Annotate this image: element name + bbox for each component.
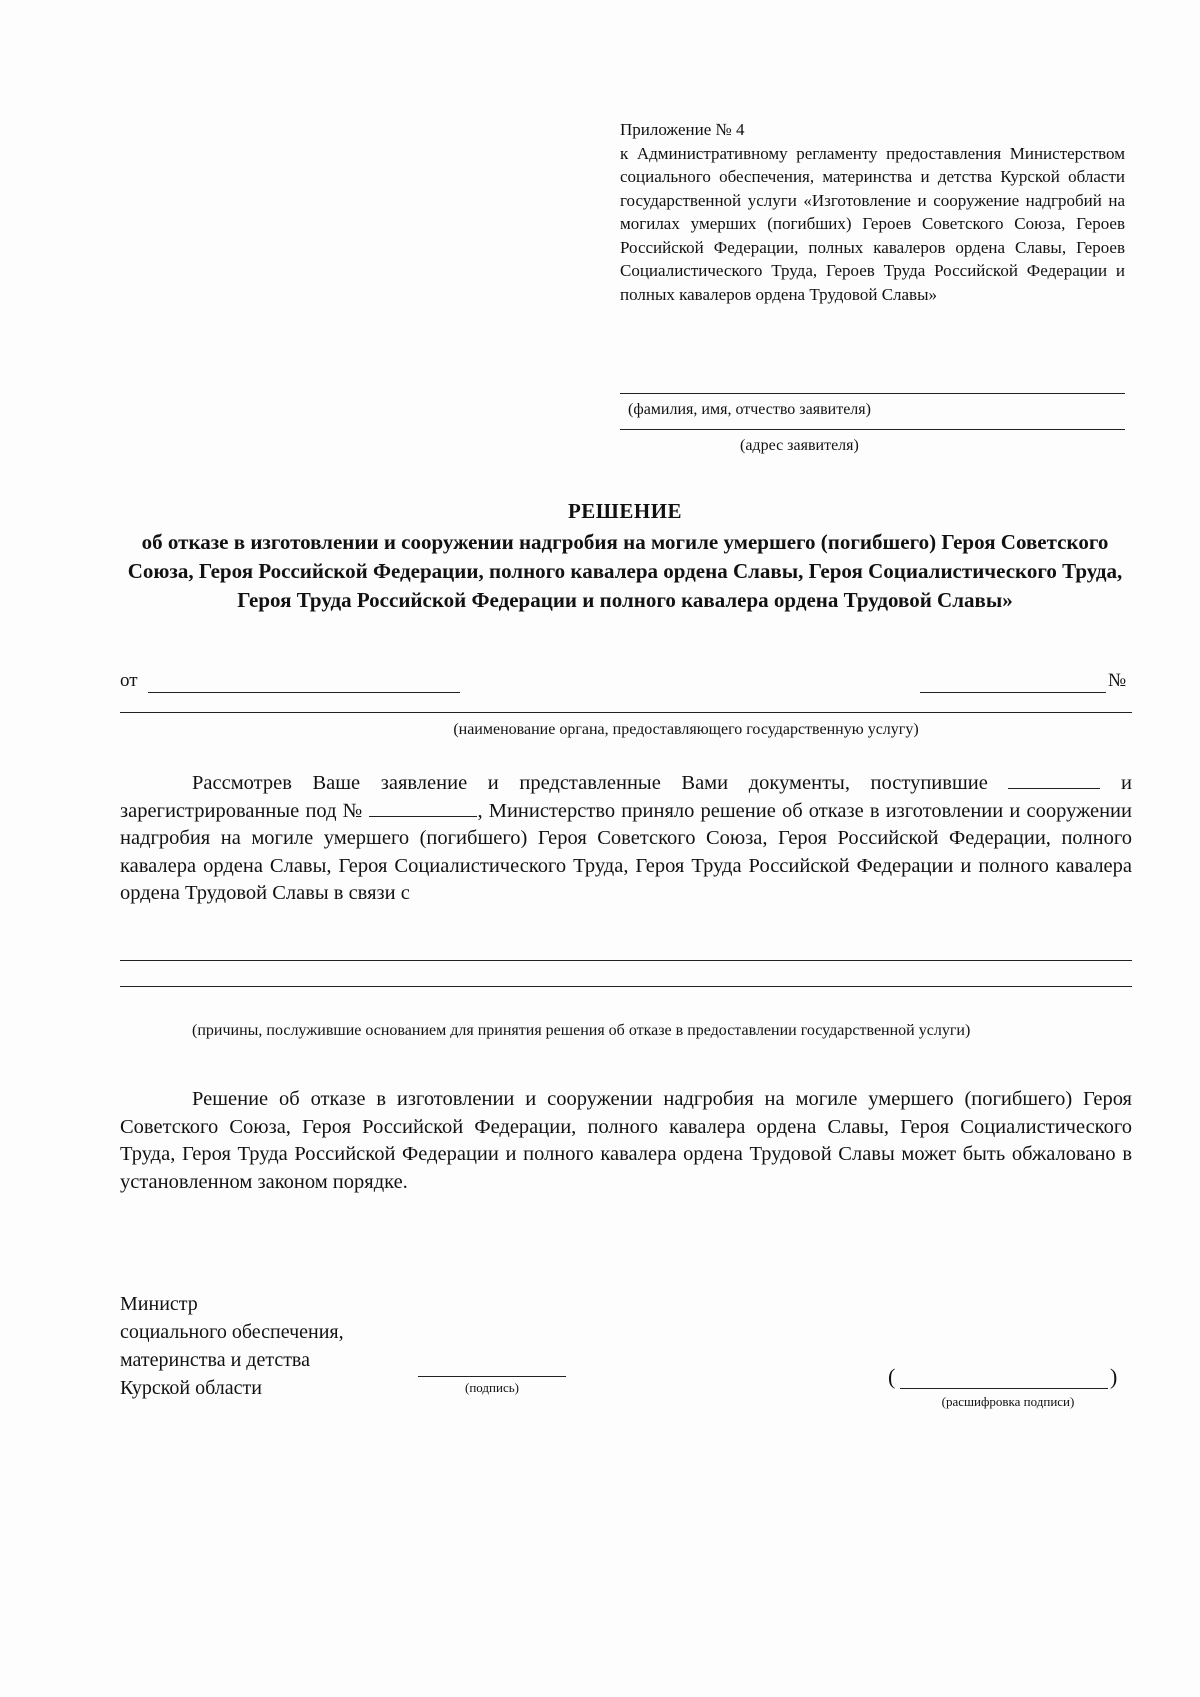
signer-line: Министр: [120, 1293, 198, 1315]
organ-block: [120, 712, 1132, 739]
received-date-blank: [1008, 770, 1100, 789]
decision-title: [120, 497, 1130, 615]
date-line: [148, 692, 460, 693]
reason-line: [120, 960, 1132, 961]
organ-caption: (наименование органа, предоставляющего государственную услугу): [453, 721, 919, 738]
decision-heading: РЕШЕНИЕ: [567, 499, 683, 523]
close-paren: ): [1110, 1364, 1118, 1389]
appeal-paragraph: Решение об отказе в изготовлении и сооружении надгробия на могиле умершего (погибшего) Героя Советского Союза, Героя Российской Федерации, полного кавалера ордена Славы, Героя Социалистического Труда, Героя Труда Российской Федерации и полного кавалера ордена Трудовой Славы может быть обжаловано в установленном законом порядке.: [120, 1088, 1132, 1193]
signer-line: социального обеспечения,: [120, 1321, 344, 1343]
body-part3: , Министерство приняло решение об отказе в изготовлении и сооружении надгробия на могиле умершего (погибшего) Героя Советского Союза, Героя Российской Федерации, полного кавалера ордена Славы, Героя Социалистического Труда, Героя Труда Российской Федерации и полного кавалера ордена Трудовой Славы в связи с: [120, 799, 1132, 904]
signer-block: [120, 1290, 344, 1402]
signer-line: Курской области: [120, 1377, 262, 1399]
date-number-row: [120, 670, 1132, 700]
signature-line: [418, 1376, 566, 1377]
applicant-name-line: [620, 393, 1125, 394]
number-line: [920, 692, 1106, 693]
signer-line: материнства и детства: [120, 1349, 310, 1371]
from-label: от: [120, 670, 138, 691]
signature-caption: (подпись): [465, 1380, 519, 1395]
number-label: №: [1108, 670, 1127, 691]
organ-line: [120, 712, 1132, 713]
appendix-title: Приложение № 4: [620, 120, 745, 139]
registration-number-blank: [369, 798, 477, 817]
applicant-block: [620, 393, 1125, 455]
decision-body: [120, 770, 1132, 908]
signature-block: [418, 1376, 566, 1396]
appendix-block: [620, 118, 1125, 306]
body-part1: Рассмотрев Ваше заявление и представленные Вами документы, поступившие: [192, 772, 1009, 794]
applicant-address-caption: (адрес заявителя): [740, 437, 859, 454]
reason-line: [120, 986, 1132, 987]
decode-caption: (расшифровка подписи): [941, 1394, 1075, 1409]
open-paren: (: [888, 1364, 896, 1389]
appendix-text: к Административному регламенту предоставления Министерством социального обеспечения, материнства и детства Курской области государственной услуги «Изготовление и сооружение надгробий на могилах умерших (погибших) Героев Советского Союза, Героев Российской Федерации, полных кавалеров ордена Славы, Героев Социалистического Труда, Героев Труда Российской Федерации и полных кавалеров ордена Трудовой Славы»: [620, 143, 1125, 304]
applicant-name-caption: (фамилия, имя, отчество заявителя): [628, 401, 871, 418]
applicant-address-line: [620, 429, 1125, 430]
decode-line: [900, 1388, 1108, 1389]
decision-subheading: об отказе в изготовлении и сооружении надгробия на могиле умершего (погибшего) Героя Советского Союза, Героя Российской Федерации, полного кавалера ордена Славы, Героя Социалистического Труда, Героя Труда Российской Федерации и полного кавалера ордена Трудовой Славы»: [127, 530, 1123, 612]
decision-paragraph: [120, 770, 1132, 908]
reason-caption: (причины, послужившие основанием для принятия решения об отказе в предоставлении государственной услуги): [192, 1022, 971, 1039]
reason-lines: [120, 960, 1132, 1012]
body-part2: и зарегистрированные под №: [120, 772, 1133, 822]
